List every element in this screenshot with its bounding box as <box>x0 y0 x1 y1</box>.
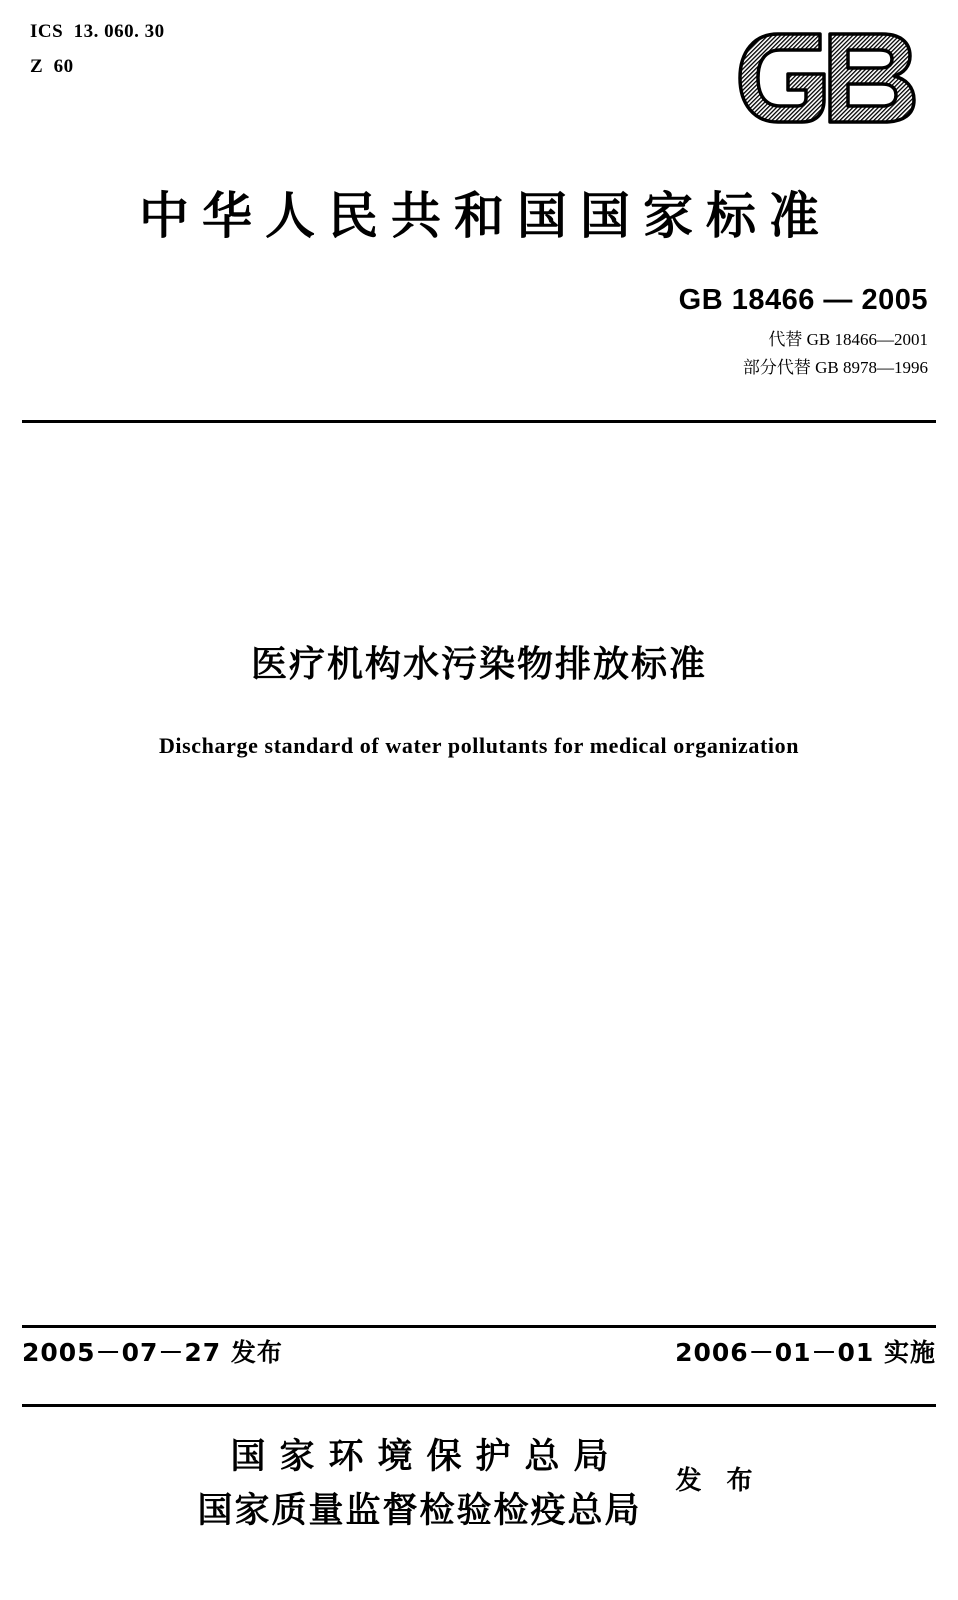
standard-number: GB 18466 — 2005 <box>678 284 928 316</box>
divider-bottom <box>22 1404 936 1407</box>
ics-block <box>30 14 165 84</box>
ics-code: ICS 13. 060. 30 <box>30 21 165 42</box>
issuer-verb: 发 布 <box>675 1465 761 1496</box>
divider-middle <box>22 1325 936 1328</box>
classification-code: Z 60 <box>30 56 74 78</box>
issue-date: 2005－07－27 发布 <box>22 1338 283 1367</box>
document-title-chinese: 医疗机构水污染物排放标准 <box>250 644 707 685</box>
standard-number-block <box>679 283 928 381</box>
issuer-block <box>0 1430 958 1539</box>
issuer-line-1: 国家环境保护总局 <box>230 1437 623 1477</box>
issuer-line-2: 国家质量监督检验检疫总局 <box>197 1491 642 1532</box>
document-title-english: Discharge standard of water pollutants for medical organization <box>158 733 800 758</box>
gb-logo-icon <box>732 28 922 128</box>
effective-date: 2006－01－01 实施 <box>675 1338 936 1367</box>
standard-replaces: 代替 GB 18466—2001 <box>768 329 928 349</box>
date-row <box>22 1333 936 1369</box>
issuer-names <box>197 1430 641 1539</box>
standard-partially-replaces: 部分代替 GB 8978—1996 <box>742 358 928 378</box>
divider-top <box>22 420 936 423</box>
national-standard-title: 中华人民共和国国家标准 <box>139 187 832 245</box>
